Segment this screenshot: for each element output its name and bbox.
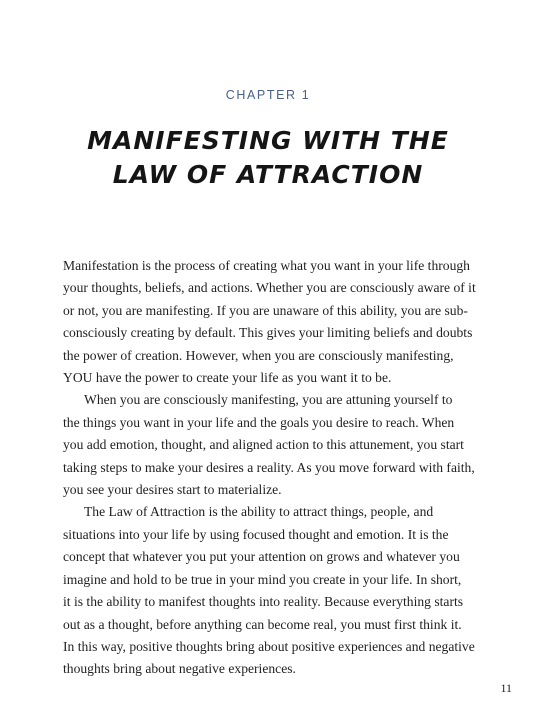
body-line: you see your desires start to materialize. (63, 482, 282, 498)
body-line: situations into your life by using focused thought and emotion. It is the (63, 526, 449, 542)
chapter-title-line-1: MANIFESTING WITH THE (87, 126, 449, 155)
body-line: taking steps to make your desires a reality. As you move forward with faith, (63, 459, 475, 475)
body-line: you add emotion, thought, and aligned action to this attunement, you start (63, 437, 464, 453)
body-line: the power of creation. However, when you are consciously manifesting, (63, 347, 454, 363)
body-line: concept that whatever you put your attention on grows and whatever you (63, 549, 460, 565)
body-line: consciously creating by default. This gives your limiting beliefs and doubts (63, 325, 473, 341)
chapter-title (0, 124, 536, 192)
body-line: Manifestation is the process of creating what you want in your life through (63, 258, 470, 273)
body-line: the things you want in your life and the goals you desire to reach. When (63, 414, 455, 430)
chapter-label: CHAPTER 1 (225, 88, 311, 102)
body-line: out as a thought, before anything can become real, you must first think it. (63, 616, 462, 632)
body-line: The Law of Attraction is the ability to attract things, people, and (84, 504, 434, 520)
body-line: thoughts bring about negative experiences. (63, 661, 296, 677)
chapter-title-line-2: LAW OF ATTRACTION (112, 160, 424, 189)
body-line: or not, you are manifesting. If you are unaware of this ability, you are sub- (63, 302, 468, 318)
body-line: your thoughts, beliefs, and actions. Whether you are consciously aware of it (63, 280, 476, 296)
body-line: imagine and hold to be true in your mind you create in your life. In short, (63, 571, 462, 587)
body-line: it is the ability to manifest thoughts into reality. Because everything starts (63, 594, 464, 610)
body-text (63, 255, 480, 681)
body-line: When you are consciously manifesting, you are attuning yourself to (84, 392, 453, 408)
page-number: 11 (500, 681, 512, 695)
body-line: YOU have the power to create your life as you want it to be. (63, 370, 392, 386)
body-line: In this way, positive thoughts bring about positive experiences and negative (63, 638, 475, 654)
